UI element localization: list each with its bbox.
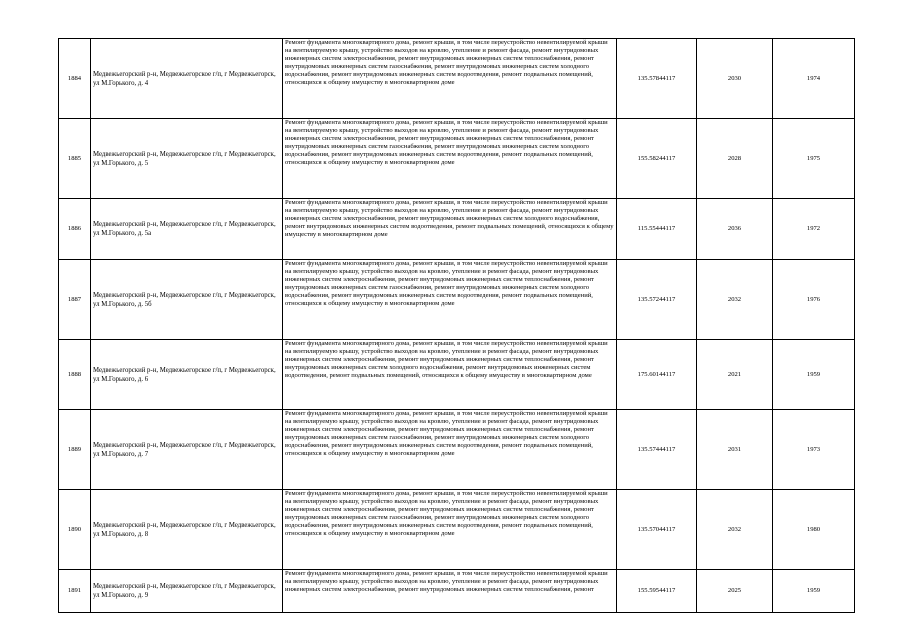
row-number: 1890 [59,490,91,570]
table-row [59,410,855,490]
house-address: Медвежьегорский р-н, Медвежьегорское г/п, г Медвежьегорск, ул М.Горького, д. 7 [91,410,283,490]
row-number: 1886 [59,199,91,260]
build-year: 1972 [773,199,855,260]
build-year: 1973 [773,410,855,490]
build-year: 1980 [773,490,855,570]
house-address: Медвежьегорский р-н, Медвежьегорское г/п, г Медвежьегорск, ул М.Горького, д. 4 [91,39,283,119]
house-address: Медвежьегорский р-н, Медвежьегорское г/п, г Медвежьегорск, ул М.Горького, д. 9 [91,570,283,613]
cost-value: 115.55444117 [617,199,697,260]
repair-works: Ремонт фундамента многоквартирного дома, ремонт крыши, в том числе переустройство невентилируемой крыши на вентилируемую крышу, устройство выходов на кровлю, утепление и ремонт фасада, ремонт внутридомовых инженерных систем электроснабжения, ремонт внутридомовых инженерных систем теплоснабжения, ремонт внутридомовых инженерных систем газоснабжения, ремонт внутридомовых инженерных систем холодного водоснабжения, ремонт внутридомовых инженерных систем водоотведения, ремонт подвальных помещений, относящихся к общему имуществу в многоквартирном доме [283,410,617,490]
build-year: 1959 [773,340,855,410]
house-address: Медвежьегорский р-н, Медвежьегорское г/п, г Медвежьегорск, ул М.Горького, д. 5б [91,260,283,340]
build-year: 1975 [773,119,855,199]
cost-value: 135.57244117 [617,260,697,340]
row-number: 1889 [59,410,91,490]
planned-year: 2036 [697,199,773,260]
cost-value: 135.57444117 [617,410,697,490]
house-address: Медвежьегорский р-н, Медвежьегорское г/п, г Медвежьегорск, ул М.Горького, д. 5 [91,119,283,199]
table-row [59,490,855,570]
build-year: 1974 [773,39,855,119]
table-row [59,39,855,119]
cost-value: 175.60144117 [617,340,697,410]
repair-works: Ремонт фундамента многоквартирного дома, ремонт крыши, в том числе переустройство невентилируемой крыши на вентилируемую крышу, устройство выходов на кровлю, утепление и ремонт фасада, ремонт внутридомовых инженерных систем электроснабжения, ремонт внутридомовых инженерных систем теплоснабжения, ремонт внутридомовых инженерных систем газоснабжения, ремонт внутридомовых инженерных систем холодного водоснабжения, ремонт внутридомовых инженерных систем водоотведения, ремонт подвальных помещений, относящихся к общему имуществу в многоквартирном доме [283,39,617,119]
house-address: Медвежьегорский р-н, Медвежьегорское г/п, г Медвежьегорск, ул М.Горького, д. 5а [91,199,283,260]
table-row [59,340,855,410]
row-number: 1891 [59,570,91,613]
row-number: 1884 [59,39,91,119]
repair-works: Ремонт фундамента многоквартирного дома, ремонт крыши, в том числе переустройство невентилируемой крыши на вентилируемую крышу, устройство выходов на кровлю, утепление и ремонт фасада, ремонт внутридомовых инженерных систем электроснабжения, ремонт внутридомовых инженерных систем теплоснабжения, ремонт внутридомовых инженерных систем газоснабжения, ремонт внутридомовых инженерных систем холодного водоснабжения, ремонт внутридомовых инженерных систем водоотведения, ремонт подвальных помещений, относящихся к общему имуществу в многоквартирном доме [283,260,617,340]
row-number: 1887 [59,260,91,340]
row-number: 1885 [59,119,91,199]
capital-repair-table [58,38,855,613]
repair-works: Ремонт фундамента многоквартирного дома, ремонт крыши, в том числе переустройство невентилируемой крыши на вентилируемую крышу, устройство выходов на кровлю, утепление и ремонт фасада, ремонт внутридомовых инженерных систем электроснабжения, ремонт внутридомовых инженерных систем теплоснабжения, ремонт [283,570,617,613]
cost-value: 135.57044117 [617,490,697,570]
planned-year: 2032 [697,490,773,570]
table-row [59,570,855,613]
repair-works: Ремонт фундамента многоквартирного дома, ремонт крыши, в том числе переустройство невентилируемой крыши на вентилируемую крышу, устройство выходов на кровлю, утепление и ремонт фасада, ремонт внутридомовых инженерных систем электроснабжения, ремонт внутридомовых инженерных систем теплоснабжения, ремонт внутридомовых инженерных систем холодного водоснабжения, ремонт внутридомовых инженерных систем водоотведения, ремонт подвальных помещений, относящихся к общему имуществу в многоквартирном доме [283,340,617,410]
house-address: Медвежьегорский р-н, Медвежьегорское г/п, г Медвежьегорск, ул М.Горького, д. 8 [91,490,283,570]
cost-value: 155.58244117 [617,119,697,199]
table-row [59,260,855,340]
planned-year: 2030 [697,39,773,119]
table-row [59,199,855,260]
house-address: Медвежьегорский р-н, Медвежьегорское г/п, г Медвежьегорск, ул М.Горького, д. 6 [91,340,283,410]
row-number: 1888 [59,340,91,410]
repair-works: Ремонт фундамента многоквартирного дома, ремонт крыши, в том числе переустройство невентилируемой крыши на вентилируемую крышу, устройство выходов на кровлю, утепление и ремонт фасада, ремонт внутридомовых инженерных систем электроснабжения, ремонт внутридомовых инженерных систем теплоснабжения, ремонт внутридомовых инженерных систем газоснабжения, ремонт внутридомовых инженерных систем холодного водоснабжения, ремонт внутридомовых инженерных систем водоотведения, ремонт подвальных помещений, относящихся к общему имуществу в многоквартирном доме [283,119,617,199]
cost-value: 135.57844117 [617,39,697,119]
repair-works: Ремонт фундамента многоквартирного дома, ремонт крыши, в том числе переустройство невентилируемой крыши на вентилируемую крышу, устройство выходов на кровлю, утепление и ремонт фасада, ремонт внутридомовых инженерных систем электроснабжения, ремонт внутридомовых инженерных систем холодного водоснабжения, ремонт внутридомовых инженерных систем водоотведения, ремонт подвальных помещений, относящихся к общему имуществу в многоквартирном доме [283,199,617,260]
planned-year: 2021 [697,340,773,410]
planned-year: 2028 [697,119,773,199]
build-year: 1959 [773,570,855,613]
build-year: 1976 [773,260,855,340]
planned-year: 2025 [697,570,773,613]
repair-works: Ремонт фундамента многоквартирного дома, ремонт крыши, в том числе переустройство невентилируемой крыши на вентилируемую крышу, устройство выходов на кровлю, утепление и ремонт фасада, ремонт внутридомовых инженерных систем электроснабжения, ремонт внутридомовых инженерных систем теплоснабжения, ремонт внутридомовых инженерных систем газоснабжения, ремонт внутридомовых инженерных систем холодного водоснабжения, ремонт внутридомовых инженерных систем водоотведения, ремонт подвальных помещений, относящихся к общему имуществу в многоквартирном доме [283,490,617,570]
planned-year: 2031 [697,410,773,490]
cost-value: 155.59544117 [617,570,697,613]
table-row [59,119,855,199]
planned-year: 2032 [697,260,773,340]
